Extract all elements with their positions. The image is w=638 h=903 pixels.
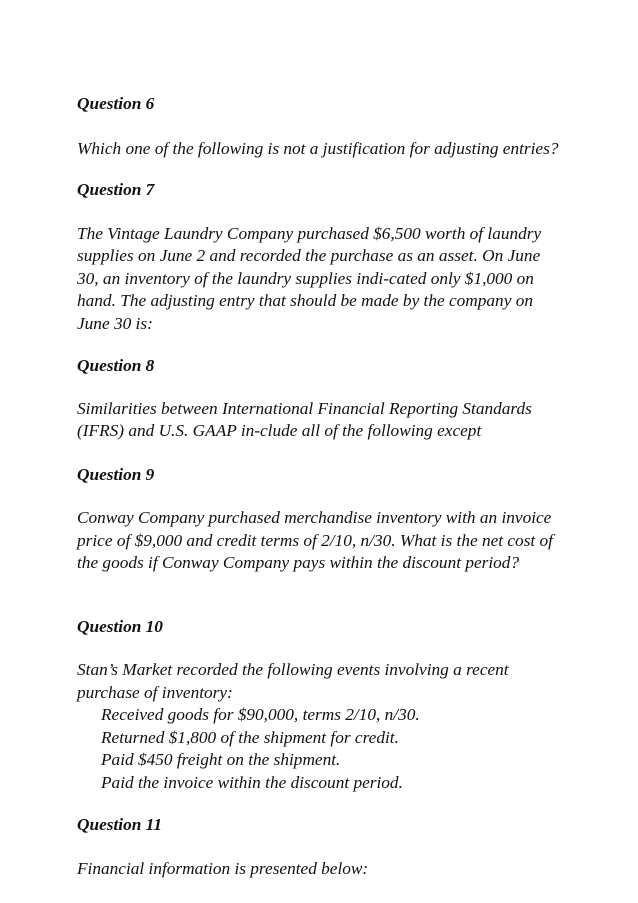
document-page [77, 93, 577, 880]
question-text: Which one of the following is not a justification for adjusting entries? [77, 138, 559, 158]
list-item: Paid $450 freight on the shipment. [101, 750, 341, 769]
question-10 [77, 616, 577, 795]
question-title: Question 6 [77, 94, 155, 113]
question-text: Similarities between International Financial Reporting Standards (IFRS) and U.S. GAAP in-clude all of the following except [77, 398, 532, 440]
event-list [77, 704, 577, 794]
list-item: Received goods for $90,000, terms 2/10, n/30. [101, 705, 420, 724]
question-text: Financial information is presented below: [77, 858, 369, 878]
question-7 [77, 179, 577, 335]
question-title: Question 7 [77, 180, 155, 199]
question-text: Conway Company purchased merchandise inventory with an invoice price of $9,000 and credit terms of 2/10, n/30. What is the net cost of the goods if Conway Company pays within the discount period? [77, 508, 553, 572]
question-11 [77, 814, 577, 880]
question-8 [77, 355, 577, 443]
question-title: Question 11 [77, 815, 162, 834]
list-item: Returned $1,800 of the shipment for credit. [101, 727, 399, 747]
question-9 [77, 464, 577, 575]
question-6 [77, 93, 577, 160]
question-text: The Vintage Laundry Company purchased $6,500 worth of laundry supplies on June 2 and recorded the purchase as an asset. On June 30, an inventory of the laundry supplies indi-cated only $1,000 on hand. The adjusting entry that should be made by the company on June 30 is: [77, 223, 542, 333]
list-item: Paid the invoice within the discount period. [101, 772, 403, 792]
question-title: Question 8 [77, 356, 155, 375]
question-text: Stan’s Market recorded the following events involving a recent purchase of inventory: [77, 660, 509, 702]
question-title: Question 10 [77, 616, 163, 636]
question-title: Question 9 [77, 464, 155, 484]
